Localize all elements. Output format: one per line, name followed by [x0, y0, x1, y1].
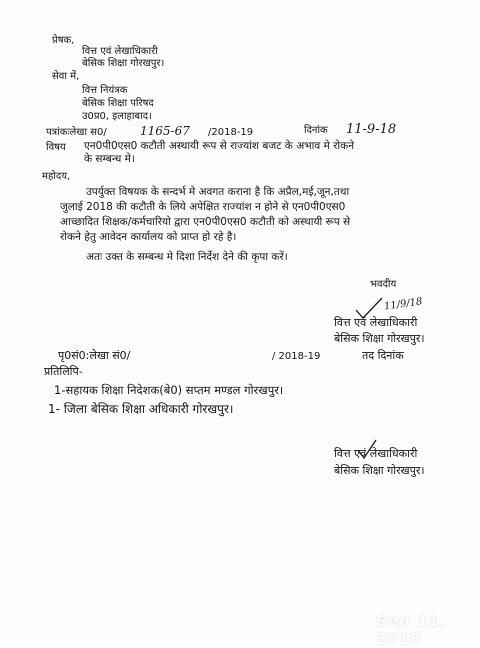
copy-item2: 1- जिला बेसिक शिक्षा अधिकारी गोरखपुर। — [48, 402, 234, 416]
copy-date-label: तद दिनांक — [362, 349, 404, 362]
to-label: सेवा में, — [52, 71, 80, 82]
ref-label: पत्रांकःलेखा स0/ — [46, 127, 107, 138]
date-value: 11-9-18 — [346, 122, 397, 137]
copy-ref-label: पृ0सं0:लेखा सं0/ — [58, 349, 131, 362]
copy-sign-line2: बेसिक शिक्षा गोरखपुर। — [334, 464, 425, 477]
subject-label: विषय — [46, 142, 66, 153]
ref-number: 1165-67 — [140, 124, 190, 138]
sign-line2: बेसिक शिक्षा गोरखपुर। — [334, 332, 425, 345]
body-line4: रोकने हेतु आवेदन कार्यालय को प्राप्त हो रहे है। — [60, 231, 237, 243]
date-label: दिनांक — [304, 125, 328, 136]
date-stamp: Sep 11, 2018 — [376, 612, 447, 648]
copy-heading: प्रतिलिपि- — [44, 365, 83, 378]
ref-year: /2018-19 — [208, 127, 254, 138]
signature-initials: 11/9/18 — [383, 296, 424, 313]
body-line3: आच्छादित शिक्षक/कर्मचारियो द्वारा एन0पी0एस0 कटौती को अस्थायी रूप से — [60, 216, 351, 228]
sign-line1: वित्त एवं लेखाधिकारी — [334, 316, 418, 329]
sender-line2: बेसिक शिक्षा गोरखपुर। — [82, 58, 165, 69]
copy-sign-line1: वित्त एवं लेखाधिकारी — [334, 447, 418, 460]
body-line2: जुलाई 2018 की कटौती के लिये अपेक्षित राज्यांश न होने से एन0पी0एस0 — [60, 201, 346, 213]
subject-line1: एन0पी0एस0 कटौती अस्थायी रूप से राज्यांश बजट के अभाव मे रोकने — [84, 140, 355, 152]
copy-ref-year: / 2018-19 — [272, 351, 321, 362]
sender-label: प्रेषक, — [52, 35, 75, 46]
recipient-line3: उ0प्र0, इलाहाबाद। — [82, 111, 152, 122]
salutation: महोदय, — [42, 171, 71, 182]
subject-line2: के सम्बन्ध मे। — [84, 153, 135, 165]
body-line5: अतः उक्त के सम्बन्ध मे दिशा निर्देश देने की कृपा करें। — [86, 251, 288, 263]
sender-line1: वित्त एवं लेखाधिकारी — [82, 46, 158, 57]
closing: भवदीय — [370, 279, 397, 290]
copy-item1: 1-सहायक शिक्षा निदेशक(बे0) सप्तम मण्डल गोरखपुर। — [54, 383, 284, 397]
body-line1: उपर्युक्त विषयक के सन्दर्भ मे अवगत कराना है कि अप्रैल,मई,जून,तथा — [86, 186, 350, 198]
recipient-line1: वित्त नियंत्रक — [82, 85, 128, 96]
recipient-line2: बेसिक शिक्षा परिषद — [82, 98, 154, 109]
